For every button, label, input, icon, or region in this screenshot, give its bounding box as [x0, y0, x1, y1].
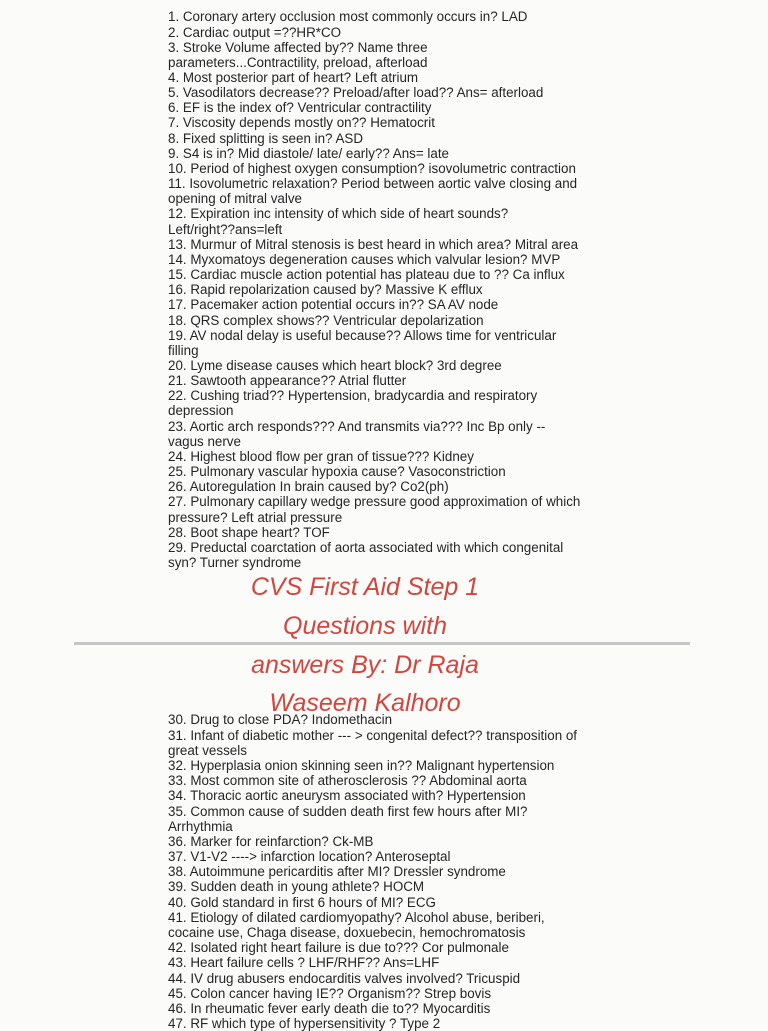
- question-line: 14. Myxomatoys degeneration causes which valvular lesion? MVP: [168, 251, 561, 267]
- question-item: [168, 986, 668, 1001]
- question-item: [168, 1001, 668, 1016]
- question-item: [168, 540, 668, 570]
- question-item: [168, 70, 668, 85]
- question-line: 3. Stroke Volume affected by?? Name three: [168, 39, 428, 55]
- question-line: vagus nerve: [168, 433, 241, 449]
- question-item: [168, 494, 668, 524]
- question-item: [168, 834, 668, 849]
- question-item: [168, 728, 668, 758]
- question-item: [168, 9, 668, 24]
- title-line: Waseem Kalhoro: [269, 689, 461, 717]
- question-line: depression: [168, 403, 234, 419]
- question-item: [168, 297, 668, 312]
- question-item: [168, 25, 668, 40]
- title-line: Questions with: [283, 612, 447, 640]
- question-line: 16. Rapid repolarization caused by? Massive K efflux: [168, 282, 483, 298]
- question-item: [168, 131, 668, 146]
- question-line: 35. Common cause of sudden death first few hours after MI?: [168, 803, 528, 819]
- question-item: [168, 773, 668, 788]
- question-line: 24. Highest blood flow per gran of tissue??? Kidney: [168, 448, 474, 464]
- question-item: [168, 267, 668, 282]
- question-item: [168, 525, 668, 540]
- question-line: 8. Fixed splitting is seen in? ASD: [168, 130, 364, 146]
- question-item: [168, 146, 668, 161]
- question-line: 38. Autoimmune pericarditis after MI? Dressler syndrome: [168, 864, 506, 880]
- question-item: [168, 358, 668, 373]
- question-item: [168, 373, 668, 388]
- question-line: 11. Isovolumetric relaxation? Period between aortic valve closing and: [168, 176, 578, 192]
- question-line: 7. Viscosity depends mostly on?? Hematocrit: [168, 115, 435, 131]
- question-item: [168, 115, 668, 130]
- question-line: 17. Pacemaker action potential occurs in?? SA AV node: [168, 297, 499, 313]
- title-line: answers By: Dr Raja: [251, 651, 479, 679]
- question-line: 29. Preductal coarctation of aorta associated with which congenital: [168, 539, 564, 555]
- question-item: [168, 758, 668, 773]
- question-line: 6. EF is the index of? Ventricular contractility: [168, 100, 432, 116]
- question-line: parameters...Contractility, preload, afterload: [168, 54, 428, 70]
- question-line: 26. Autoregulation In brain caused by? Co2(ph): [168, 479, 449, 495]
- question-line: 9. S4 is in? Mid diastole/ late/ early?? Ans= late: [168, 145, 449, 161]
- question-item: [168, 40, 668, 70]
- question-item: [168, 1016, 668, 1031]
- question-item: [168, 971, 668, 986]
- question-item: [168, 419, 668, 449]
- question-item: [168, 479, 668, 494]
- question-list-part-2: [168, 712, 668, 1031]
- question-line: 15. Cardiac muscle action potential has plateau due to ?? Ca influx: [168, 267, 565, 283]
- question-item: [168, 237, 668, 252]
- question-line: 18. QRS complex shows?? Ventricular depolarization: [168, 312, 484, 328]
- question-line: 22. Cushing triad?? Hypertension, bradycardia and respiratory: [168, 388, 538, 404]
- question-item: [168, 313, 668, 328]
- question-item: [168, 252, 668, 267]
- question-item: [168, 85, 668, 100]
- question-item: [168, 206, 668, 236]
- question-line: filling: [168, 342, 199, 358]
- question-item: [168, 910, 668, 940]
- question-item: [168, 282, 668, 297]
- title-line: CVS First Aid Step 1: [250, 573, 480, 601]
- question-line: opening of mitral valve: [168, 191, 302, 207]
- question-item: [168, 864, 668, 879]
- question-item: [168, 328, 668, 358]
- question-line: 40. Gold standard in first 6 hours of MI? ECG: [168, 894, 436, 910]
- question-item: [168, 804, 668, 834]
- question-line: 12. Expiration inc intensity of which side of heart sounds?: [168, 206, 509, 222]
- question-line: 19. AV nodal delay is useful because?? Allows time for ventricular: [168, 327, 557, 343]
- question-line: 10. Period of highest oxygen consumption? isovolumetric contraction: [168, 160, 576, 176]
- question-line: 42. Isolated right heart failure is due to??? Cor pulmonale: [168, 940, 509, 956]
- question-item: [168, 388, 668, 418]
- question-line: 2. Cardiac output =??HR*CO: [168, 24, 342, 40]
- question-line: 21. Sawtooth appearance?? Atrial flutter: [168, 373, 407, 389]
- question-item: [168, 940, 668, 955]
- question-line: 46. In rheumatic fever early death die to?? Myocarditis: [168, 1000, 491, 1016]
- question-list-part-1: [168, 9, 668, 570]
- question-item: [168, 895, 668, 910]
- question-item: [168, 788, 668, 803]
- question-line: pressure? Left atrial pressure: [168, 509, 343, 525]
- question-line: 31. Infant of diabetic mother --- > congenital defect?? transposition of: [168, 727, 578, 743]
- question-line: 23. Aortic arch responds??? And transmits via??? Inc Bp only --: [168, 418, 546, 434]
- question-line: 28. Boot shape heart? TOF: [168, 524, 330, 540]
- question-line: 37. V1-V2 ----> infarction location? Anteroseptal: [168, 849, 451, 865]
- question-line: great vessels: [168, 742, 247, 758]
- question-line: 32. Hyperplasia onion skinning seen in?? Malignant hypertension: [168, 757, 555, 773]
- question-line: 39. Sudden death in young athlete? HOCM: [168, 879, 425, 895]
- question-line: 33. Most common site of atherosclerosis ?? Abdominal aorta: [168, 773, 527, 789]
- question-item: [168, 161, 668, 176]
- question-line: Left/right??ans=left: [168, 221, 283, 237]
- question-line: 47. RF which type of hypersensitivity ? Type 2: [168, 1016, 441, 1031]
- question-line: 44. IV drug abusers endocarditis valves involved? Tricuspid: [168, 970, 521, 986]
- question-item: [168, 712, 668, 727]
- question-line: 34. Thoracic aortic aneurysm associated with? Hypertension: [168, 788, 526, 804]
- question-line: 41. Etiology of dilated cardiomyopathy? Alcohol abuse, beriberi,: [168, 909, 545, 925]
- question-item: [168, 955, 668, 970]
- question-line: 13. Murmur of Mitral stenosis is best heard in which area? Mitral area: [168, 236, 579, 252]
- question-line: cocaine use, Chaga disease, doxuebecin, hemochromatosis: [168, 925, 526, 941]
- question-line: 43. Heart failure cells ? LHF/RHF?? Ans=LHF: [168, 955, 440, 971]
- question-line: 27. Pulmonary capillary wedge pressure good approximation of which: [168, 494, 581, 510]
- question-line: 4. Most posterior part of heart? Left atrium: [168, 70, 419, 86]
- question-line: 30. Drug to close PDA? Indomethacin: [168, 712, 393, 728]
- question-item: [168, 449, 668, 464]
- question-item: [168, 879, 668, 894]
- question-line: 20. Lyme disease causes which heart block? 3rd degree: [168, 357, 502, 373]
- question-line: 36. Marker for reinfarction? Ck-MB: [168, 833, 374, 849]
- question-line: syn? Turner syndrome: [168, 555, 302, 571]
- question-item: [168, 464, 668, 479]
- question-item: [168, 176, 668, 206]
- question-line: 1. Coronary artery occlusion most commonly occurs in? LAD: [168, 9, 528, 25]
- question-item: [168, 100, 668, 115]
- divider-line: [74, 642, 690, 645]
- question-line: Arrhythmia: [168, 818, 233, 834]
- question-item: [168, 849, 668, 864]
- question-line: 25. Pulmonary vascular hypoxia cause? Vasoconstriction: [168, 464, 506, 480]
- question-line: 5. Vasodilators decrease?? Preload/after load?? Ans= afterload: [168, 85, 544, 101]
- question-line: 45. Colon cancer having IE?? Organism?? Strep bovis: [168, 985, 492, 1001]
